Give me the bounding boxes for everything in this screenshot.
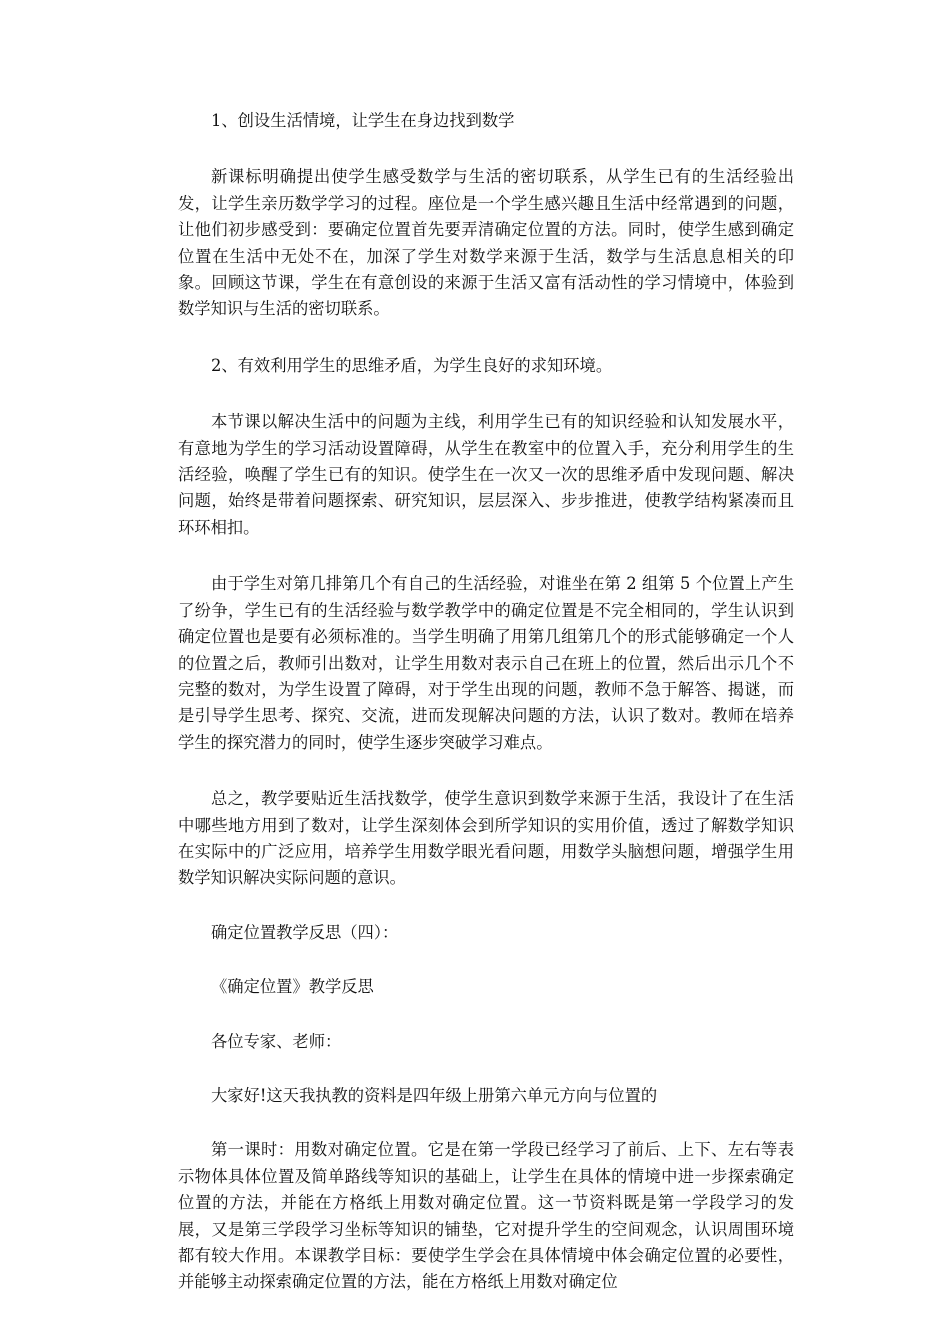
- paragraph: 第一课时：用数对确定位置。它是在第一学段已经学习了前后、上下、左右等表示物体具体位置及简单路线等知识的基础上，让学生在具体的情境中进一步探索确定位置的方法，并能在方格纸上用数对确定位置。这一节资料既是第一学段学习的发展，又是第三学段学习坐标等知识的铺垫，它对提升学生的空间观念，认识周围环境都有较大作用。本课教学目标：要使学生学会在具体情境中体会确定位置的必要性，并能够主动探索确定位置的方法，能在方格纸上用数对确定位: [178, 1140, 794, 1292]
- paragraph: 新课标明确提出使学生感受数学与生活的密切联系，从学生已有的生活经验出发，让学生亲历数学学习的过程。座位是一个学生感兴趣且生活中经常遇到的问题，让他们初步感受到：要确定位置首先要弄清确定位置的方法。同时，使学生感到确定位置在生活中无处不在，加深了学生对数学来源于生活，数学与生活息息相关的印象。回顾这节课，学生在有意创设的来源于生活又富有活动性的学习情境中，体验到数学知识与生活的密切联系。: [178, 167, 794, 319]
- paragraph: 由于学生对第几排第几个有自己的生活经验，对谁坐在第 2 组第 5 个位置上产生了纷争，学生已有的生活经验与数学教学中的确定位置是不完全相同的，学生认识到确定位置也是要有必须标准的。当学生明确了用第几组第几个的形式能够确定一个人的位置之后，教师引出数对，让学生用数对表示自己在班上的位置，然后出示几个不完整的数对，为学生设置了障碍，对于学生出现的问题，教师不急于解答、揭谜，而是引导学生思考、探究、交流，进而发现解决问题的方法，认识了数对。教师在培养学生的探究潜力的同时，使学生逐步突破学习难点。: [178, 574, 794, 752]
- section-heading-1: 1、创设生活情境，让学生在身边找到数学: [211, 111, 515, 130]
- paragraph: 总之，教学要贴近生活找数学，使学生意识到数学来源于生活，我设计了在生活中哪些地方用到了数对，让学生深刻体会到所学知识的实用价值，透过了解数学知识在实际中的广泛应用，培养学生用数学眼光看问题，用数学头脑想问题，增强学生用数学知识解决实际问题的意识。: [178, 789, 794, 888]
- salutation: 各位专家、老师：: [211, 1031, 342, 1051]
- article-title: 《确定位置》教学反思: [211, 977, 374, 997]
- section-title: 确定位置教学反思（四）：: [211, 922, 399, 942]
- paragraph: 大家好!这天我执教的资料是四年级上册第六单元方向与位置的: [211, 1085, 658, 1105]
- section-heading-2: 2、有效利用学生的思维矛盾，为学生良好的求知环境。: [211, 355, 613, 375]
- paragraph: 本节课以解决生活中的问题为主线，利用学生已有的知识经验和认知发展水平，有意地为学生的学习活动设置障碍，从学生在教室中的位置入手，充分利用学生的生活经验，唤醒了学生已有的知识。使学生在一次又一次的思维矛盾中发现问题、解决问题，始终是带着问题探索、研究知识，层层深入、步步推进，使教学结构紧凑而且环环相扣。: [178, 412, 794, 537]
- document-body: [178, 108, 794, 1296]
